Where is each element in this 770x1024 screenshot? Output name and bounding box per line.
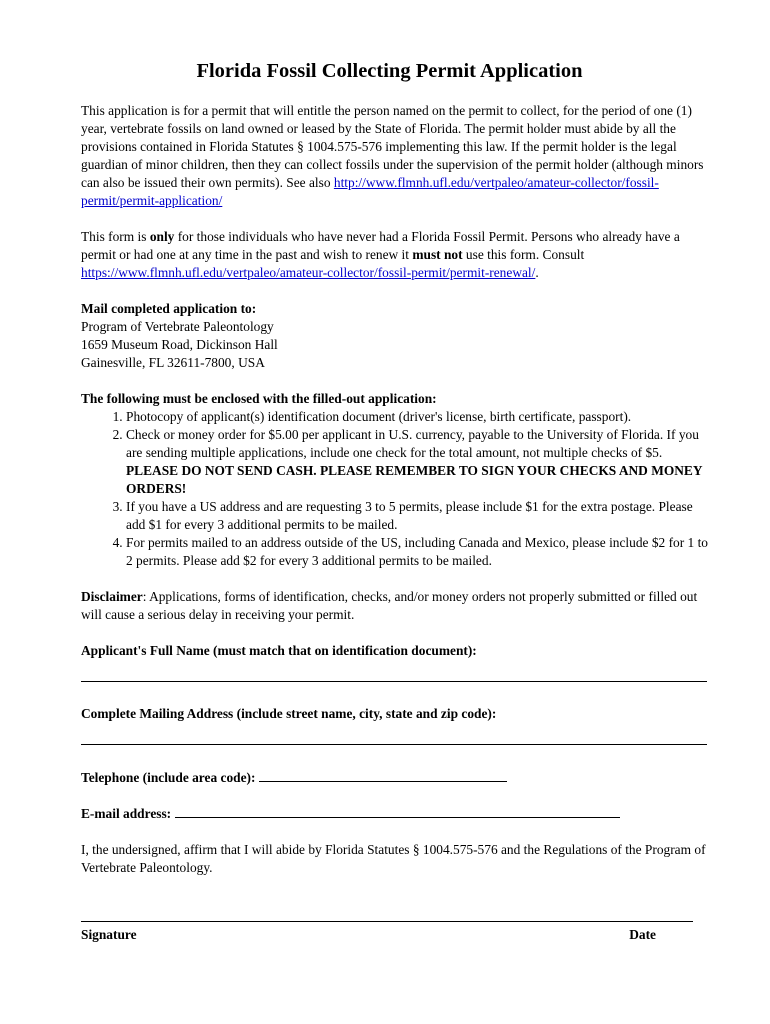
item-2-text: Check or money order for $5.00 per applicant in U.S. currency, payable to the University of Florida. If you are sending multiple applications, include one check for the total amount, not multiple checks of $5. [126,427,699,460]
only-end: . [535,265,539,280]
only-part1: This form is [81,229,150,244]
mail-line-1: Program of Vertebrate Paleontology [81,319,274,334]
list-item [126,498,708,534]
phone-field-label: Telephone (include area code): [81,770,259,785]
only-paragraph [81,228,708,282]
item-3-text: If you have a US address and are requesting 3 to 5 permits, please include $1 for the extra postage. Please add $1 for every 3 additional permits to be mailed. [126,499,693,532]
page-title: Florida Fossil Collecting Permit Application [196,60,583,82]
only-part2: for those individuals who have never had a Florida Fossil Permit. Persons who already have a permit or had one at any time in the past and wish to renew it [81,229,680,262]
enclosed-heading: The following must be enclosed with the filled-out application: [81,391,437,406]
only-emphasis: only [149,229,175,244]
mail-section [81,300,708,372]
permit-application-link[interactable]: http://www.flmnh.ufl.edu/vertpaleo/amateur-collector/fossil-permit/permit-application/ [81,175,659,208]
item-1-text: Photocopy of applicant(s) identification document (driver's license, birth certificate, passport). [126,409,632,424]
list-item [126,534,708,570]
email-field-label: E-mail address: [81,806,175,821]
item-4-text: For permits mailed to an address outside of the US, including Canada and Mexico, please include $2 for 1 to 2 permits. Please add $2 for every 3 additional permits to be mailed. [126,535,708,568]
intro-text: This application is for a permit that will entitle the person named on the permit to collect, for the period of one (1) year, vertebrate fossils on land owned or leased by the State of Florida. The permit holder must abide by all the provisions contained in Florida Statutes § 1004.575-576 implementing this law. If the permit holder is the legal guardian of minor children, then they can collect fossils under the supervision of the permit holder (although minors can also be issued their own permits). See also [81,103,704,190]
email-row [81,805,708,823]
permit-renewal-link[interactable]: https://www.flmnh.ufl.edu/vertpaleo/amateur-collector/fossil-permit/permit-renewal/ [81,265,536,280]
disclaimer-text: : Applications, forms of identification, checks, and/or money orders not properly submitted or filled out will cause a serious delay in receiving your permit. [81,589,698,622]
affirm-paragraph: I, the undersigned, affirm that I will abide by Florida Statutes § 1004.575-576 and the Regulations of the Program of Vertebrate Paleontology. [81,842,706,875]
mail-line-2: 1659 Museum Road, Dickinson Hall [81,337,278,352]
only-part3: use this form. Consult [462,247,585,262]
signature-row [81,926,656,944]
disclaimer-label: Disclaimer [81,589,143,604]
must-not-emphasis: must not [412,247,463,262]
signature-label: Signature [81,927,137,942]
phone-row [81,769,708,787]
enclosed-list [81,408,708,570]
address-field-label: Complete Mailing Address (include street name, city, state and zip code): [81,706,497,721]
name-field-label: Applicant's Full Name (must match that on identification document): [81,643,477,658]
mail-line-3: Gainesville, FL 32611-7800, USA [81,355,265,370]
intro-paragraph [81,102,708,210]
mail-heading: Mail completed application to: [81,301,257,316]
item-2-warning: PLEASE DO NOT SEND CASH. PLEASE REMEMBER TO SIGN YOUR CHECKS AND MONEY ORDERS! [126,463,703,496]
signature-line[interactable] [81,921,693,922]
phone-field-line[interactable] [259,769,507,782]
list-item [126,426,708,498]
disclaimer-paragraph [81,588,708,624]
email-field-line[interactable] [175,805,620,818]
date-label: Date [629,927,656,942]
enclosed-section [81,390,708,570]
list-item [126,408,708,426]
